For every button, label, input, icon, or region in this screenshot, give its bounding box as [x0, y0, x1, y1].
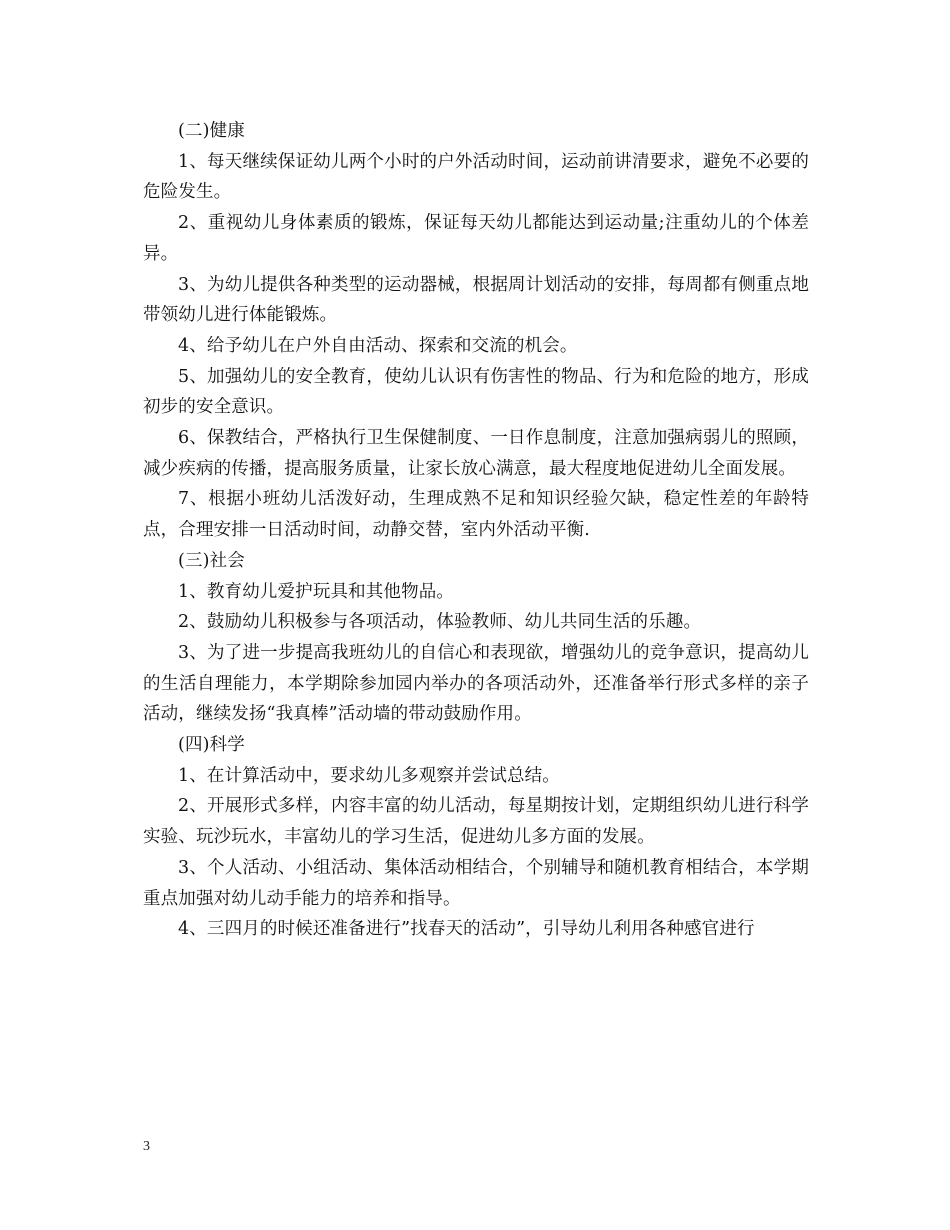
page-number: 3	[143, 1139, 150, 1154]
paragraph: 6、保教结合，严格执行卫生保健制度、一日作息制度，注意加强病弱儿的照顾，减少疾病的传播，提高服务质量，让家长放心满意，最大程度地促进幼儿全面发展。	[143, 428, 809, 479]
paragraph: 1、在计算活动中，要求幼儿多观察并尝试总结。	[178, 765, 560, 786]
section-heading-science: (四)科学	[178, 735, 245, 756]
paragraph: 7、根据小班幼儿活泼好动，生理成熟不足和知识经验欠缺，稳定性差的年龄特点，合理安排一日活动时间，动静交替，室内外活动平衡.	[143, 489, 809, 541]
paragraph: 1、教育幼儿爱护玩具和其他物品。	[178, 581, 455, 602]
document-body	[143, 116, 809, 945]
paragraph: 3、个人活动、小组活动、集体活动相结合，个别辅导和随机教育相结合，本学期重点加强对幼儿动手能力的培养和指导。	[143, 857, 809, 909]
paragraph: 3、为了进一步提高我班幼儿的自信心和表现欲，增强幼儿的竞争意识，提高幼儿的生活自理能力，本学期除参加园内举办的各项活动外，还准备举行形式多样的亲子活动，继续发扬“我真棒”活动墙的带动鼓励作用。	[143, 642, 809, 725]
section-heading-society: (三)社会	[178, 550, 245, 571]
paragraph: 2、鼓励幼儿积极参与各项活动，体验教师、幼儿共同生活的乐趣。	[178, 612, 702, 633]
paragraph: 2、重视幼儿身体素质的锻炼，保证每天幼儿都能达到运动量;注重幼儿的个体差异。	[143, 213, 809, 264]
paragraph: 1、每天继续保证幼儿两个小时的户外活动时间，运动前讲清要求，避免不必要的危险发生。	[143, 151, 809, 203]
paragraph: 4、三四月的时候还准备进行”找春天的活动”，引导幼儿利用各种感官进行	[178, 919, 755, 940]
paragraph: 5、加强幼儿的安全教育，使幼儿认识有伤害性的物品、行为和危险的地方，形成初步的安全意识。	[143, 366, 809, 418]
paragraph: 3、为幼儿提供各种类型的运动器械，根据周计划活动的安排，每周都有侧重点地带领幼儿进行体能锻炼。	[143, 274, 809, 326]
paragraph: 2、开展形式多样，内容丰富的幼儿活动，每星期按计划，定期组织幼儿进行科学实验、玩沙玩水，丰富幼儿的学习生活，促进幼儿多方面的发展。	[143, 796, 809, 848]
section-heading-health: (二)健康	[178, 121, 245, 141]
paragraph: 4、给予幼儿在户外自由活动、探索和交流的机会。	[178, 335, 578, 356]
